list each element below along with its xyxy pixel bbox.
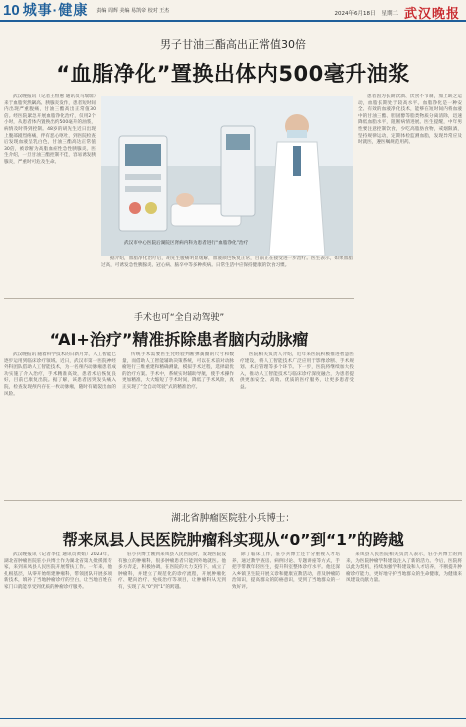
story1-body-bottom [101, 256, 353, 292]
story3-paragraph: 除了临床工作，驻小兵博士还十分重视人才培养，通过教学查房、病例讨论、专题讲座等方式，手把手带教年轻医生，提升科室整体诊疗水平。他还深入乡镇卫生院开展义诊和健康宣教活动，普及肿瘤防治知识，提高群众的防癌意识，受到了当地群众的一致好评。 [232, 552, 340, 590]
issue-date: 2024年6月18日 [334, 10, 376, 17]
story1-kicker: 男子甘油三酯高出正常值30倍 [160, 38, 306, 51]
story1-body-right [358, 94, 462, 290]
hospital-photo [101, 96, 353, 256]
story3-paragraph: 武汉晚报讯（记者李佳 通讯员黄娟）2023年，湖北省肿瘤医院驻小兵博士作为湖北省第九批援派专家，来到来凤县人民医院开展帮扶工作。一年来，他扎根基层，从零开始组建肿瘤科，带领团队开展多项新技术，填补了当地肿瘤诊疗的空白，让当地百姓在家门口就能享受到优质的肿瘤诊疗服务。 [4, 552, 112, 590]
story3-body-col4 [346, 552, 462, 714]
newspaper-logo: 武汉晚报 [403, 7, 460, 22]
story2-kicker: 手术也可“全自动驾驶” [133, 313, 225, 323]
page-number: 10 [3, 1, 20, 19]
editor-credits: 责编 周辉 美编 易凯帝 校对 王杰 [96, 7, 170, 14]
story3-paragraph: 驻小兵博士刚到来凤县人民医院时，发现医院没有独立的肿瘤科，很多肿瘤患者只能到外地就医。他多方奔走，积极协调，在医院的大力支持下，成立了肿瘤科，并建立了规范化的诊疗流程，开展肿瘤化疗、靶向治疗、免疫治疗等项目，让肿瘤科从无到有，实现了从“0”到“1”的跨越。 [118, 552, 226, 590]
photo-caption: 武汉市中心医院后湖院区肾病内科为患者进行“血脂净化”治疗 [124, 241, 249, 246]
section-divider [4, 298, 354, 299]
section-title: 城事·健康 [22, 2, 89, 18]
story2-paragraph: 武汉晚报讯 随着科学技术的日新月异，人工智能已逐步运用到临床诊疗领域。近日，武汉市第一医院神经外科团队借助人工智能技术，为一名颅内动脉瘤患者成功实施了介入治疗，手术精准高效，患者术后恢复良好，目前已康复出院。据了解，该患者因突发头痛入院，检查发现颅内存在一枚动脉瘤，随时有破裂出血的风险。 [4, 352, 116, 397]
section-divider [4, 500, 462, 501]
story2-paragraph: 医院相关负责人介绍，近年来医院积极推进智慧医疗建设，将人工智能技术广泛应用于影像诊断、手术规划、术后管理等多个环节。下一步，医院将继续加大投入，推动人工智能技术与临床诊疗深度融合，为患者提供更加安全、高效、优质的医疗服务，让更多患者受益。 [240, 352, 354, 390]
story3-kicker: 湖北省肿瘤医院驻小兵博士： [171, 513, 295, 524]
story3-paragraph: 来凤县人民医院相关负责人表示，驻小兵博士的到来，为医院肿瘤学科建设注入了新的活力。今后，医院将以此为契机，持续加强学科建设和人才培养，不断提升肿瘤诊疗能力，更好地守护当地群众的生命健康，为健康来凤建设贡献力量。 [346, 552, 462, 584]
story3-body-col2 [118, 552, 226, 714]
page-masthead [0, 0, 466, 22]
photo-illustration [101, 96, 353, 256]
story2-body-col2 [122, 352, 234, 494]
story1-paragraph: 患者因为长期饮酒、饮食不节制，加上缺乏运动，血脂长期处于较高水平。血脂净化是一种安全、有效的血液净化技术，能够在短时间内将血液中的甘油三酯、胆固醇等脂类物质分离清除，迅速降低血脂水平，阻断病情进展。医生提醒，中年男性要注意控制饮食，少吃高脂肪食物，戒烟限酒，坚持规律运动，定期体检监测血脂，发现异常应及时就医，遵医嘱规范用药。 [358, 94, 462, 146]
issue-weekday: 星期二 [381, 10, 398, 17]
story1-paragraph: 据介绍，血脂净化治疗后，胡先生腹痛明显缓解，血液颜色恢复正常，目前正在接受进一步治疗。医生表示，如果血脂过高，可诱发急性胰腺炎、冠心病、脑卒中等多种疾病。日常生活中应保持健康的饮食习惯。 [101, 256, 353, 268]
story1-headline: “血脂净化”置换出体内500毫升油浆 [56, 62, 410, 86]
story2-body-col3 [240, 352, 354, 494]
story2-body-col1 [4, 352, 116, 494]
story3-headline: 帮来凤县人民医院肿瘤科实现从“0”到“1”的跨越 [62, 531, 404, 549]
masthead-right [334, 3, 460, 22]
story2-headline: “AI+治疗”精准拆除患者脑内动脉瘤 [49, 330, 309, 349]
story1-body-left [4, 94, 96, 290]
story2-paragraph: 传统手术需要医生凭经验判断弹簧圈的尺寸和数量，而借助人工智能辅助决策系统，可以在术前对动脉瘤进行三维重建和精确测量，模拟手术过程，选择最优的治疗方案。手术中，系统实时辅助导航，使手术操作更加精准，大大缩短了手术时间，降低了手术风险，真正实现了“全自动驾驶”式的精准治疗。 [122, 352, 234, 390]
story3-body-col3 [232, 552, 340, 714]
story3-body-col1 [4, 552, 112, 714]
story1-paragraph: 武汉晚报讯（记者王恒惠 通讯员马瑞瑞）来于血脂突然飙高、胰腺炎发作，患者短时间内出现严重腹痛，甘油三酯高出正常值30倍。经医院紧急开展血脂净化治疗，仅用2个小时，从患者体内置换出约500毫升的油浆，病情及时得到控制。48岁的胡先生近日出现上腹部剧烈疼痛，伴有恶心呕吐，到医院检查后发现血液呈乳白色，甘油三酯高达正常值30倍，被诊断为高脂血症性急性胰腺炎。医生介绍，一旦甘油三酯控制不佳，容易诱发胰腺炎，严重时可危及生命。 [4, 94, 96, 165]
